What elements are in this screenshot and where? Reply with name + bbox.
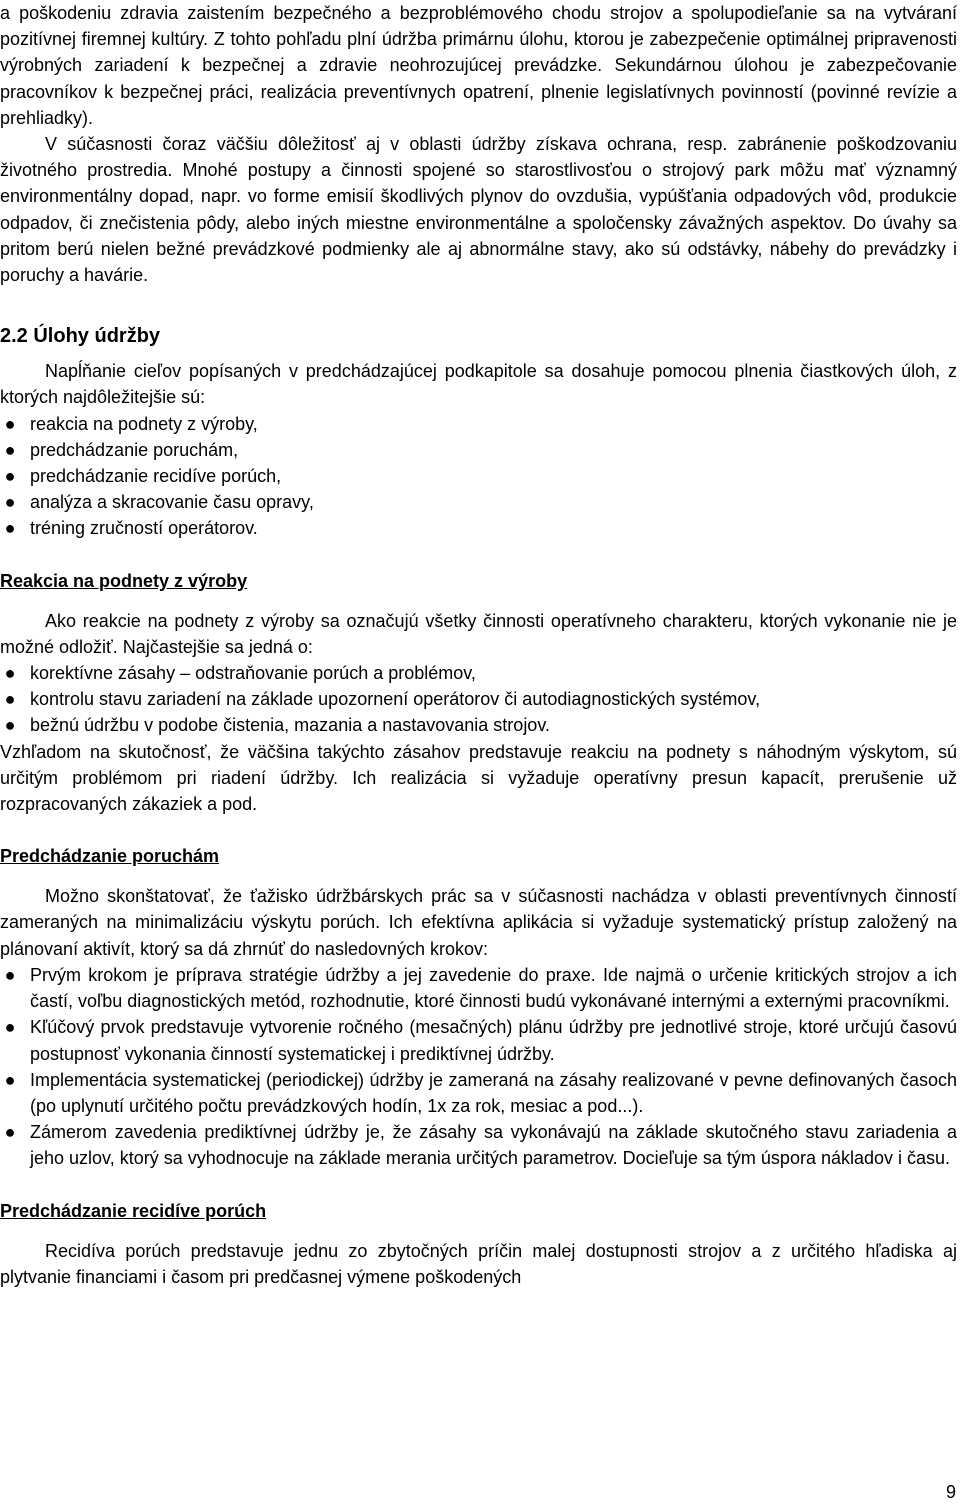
list-item: ● bežnú údržbu v podobe čistenia, mazania a nastavovania strojov.	[0, 712, 957, 738]
section-intro: Napĺňanie cieľov popísaných v predchádzajúcej podkapitole sa dosahuje pomocou plnenia čiastkových úloh, z ktorých najdôležitejšie sú:	[0, 361, 957, 408]
list-item: ● tréning zručností operátorov.	[0, 515, 957, 541]
reakcia-intro: Ako reakcie na podnety z výroby sa označujú všetky činnosti operatívneho charakteru, ktorých vykonanie nie je možné odložiť. Najčastejšie sa jedná o:	[0, 610, 957, 657]
page-number: 9	[945, 1481, 956, 1502]
spacer	[0, 817, 957, 843]
list-item: ● predchádzanie recidíve porúch,	[0, 463, 957, 489]
list-item: ● reakcia na podnety z výroby,	[0, 411, 957, 437]
intro-paragraph-1: a poškodeniu zdravia zaistením bezpečného a bezproblémového chodu strojov a spolupodieľanie sa na vytváraní pozitívnej firemnej kultúry. Z tohto pohľadu plní údržba primárnu úlohu, ktorou je zabezpečenie optimálnej pripravenosti výrobných zariadení k bezpečnej a zdravie neohrozujúcej prevádzke. Sekundárnou úlohou je zabezpečovanie pracovníkov k bezpečnej práci, realizácia preventívnych opatrení, plnenie legislatívnych povinností (povinné revízie a prehliadky).	[0, 3, 957, 128]
bullet-icon: ●	[4, 413, 16, 434]
bullet-icon: ●	[4, 1122, 16, 1143]
subsection-heading-reakcia: Reakcia na podnety z výroby	[0, 570, 248, 591]
subsection-heading-recidiva: Predchádzanie recidíve porúch	[0, 1200, 267, 1221]
bullet-icon: ●	[4, 663, 16, 684]
poruchy-list	[0, 962, 957, 1172]
spacer	[0, 869, 957, 883]
spacer	[0, 1172, 957, 1198]
bullet-icon: ●	[4, 439, 16, 460]
section-heading: 2.2 Úlohy údržby	[0, 325, 161, 348]
bullet-icon: ●	[4, 492, 16, 513]
bullet-icon: ●	[4, 964, 16, 985]
list-item: ● Implementácia systematickej (periodickej) údržby je zameraná na zásahy realizované v pevne definovaných časoch (po uplynutí určitého počtu prevádzkových hodín, 1x za rok, mesiac a pod...).	[0, 1067, 957, 1119]
tasks-list	[0, 411, 957, 542]
spacer	[0, 350, 957, 358]
subsection-heading-poruchy: Predchádzanie poruchám	[0, 846, 220, 867]
intro-paragraph-2: V súčasnosti čoraz väčšiu dôležitosť aj v oblasti údržby získava ochrana, resp. zabránenie poškodzovaniu životného prostredia. Mnohé postupy a činnosti spojené so starostlivosťou o strojový park môžu mať významný environmentálny dopad, napr. vo forme emisií škodlivých plynov do ovzdušia, vypúšťania odpadových vôd, produkcie odpadov, či znečistenia pôdy, alebo iných miestne environmentálne a spoločensky závažných aspektov. Do úvahy sa pritom berú nielen bežné prevádzkové podmienky ale aj abnormálne stavy, ako sú odstávky, nábehy do prevádzky i poruchy a havárie.	[0, 134, 957, 286]
reakcia-outro: Vzhľadom na skutočnosť, že väčšina takýchto zásahov predstavuje reakciu na podnety s náhodným výskytom, sú určitým problémom pri riadení údržby. Ich realizácia si vyžaduje operatívny presun kapacít, prerušenie už rozpracovaných zákaziek a pod.	[0, 741, 957, 815]
list-item: ● predchádzanie poruchám,	[0, 437, 957, 463]
bullet-icon: ●	[4, 1017, 16, 1038]
spacer	[0, 1224, 957, 1238]
spacer	[0, 594, 957, 608]
bullet-icon: ●	[4, 715, 16, 736]
bullet-icon: ●	[4, 518, 16, 539]
list-item: ● Prvým krokom je príprava stratégie údržby a jej zavedenie do praxe. Ide najmä o určenie kritických strojov a ich častí, voľbu diagnostických metód, rozhodnutie, ktoré činnosti budú vykonávané internými a externými pracovníkmi.	[0, 962, 957, 1014]
list-item: ● Kľúčový prvok predstavuje vytvorenie ročného (mesačných) plánu údržby pre jednotlivé stroje, ktoré určujú časovú postupnosť vykonania činností systematickej i prediktívnej údržby.	[0, 1014, 957, 1066]
bullet-icon: ●	[4, 1069, 16, 1090]
spacer	[0, 288, 957, 322]
list-item: ● kontrolu stavu zariadení na základe upozornení operátorov či autodiagnostických systémov,	[0, 686, 957, 712]
list-item: ● korektívne zásahy – odstraňovanie porúch a problémov,	[0, 660, 957, 686]
bullet-icon: ●	[4, 689, 16, 710]
reakcia-list	[0, 660, 957, 739]
bullet-icon: ●	[4, 466, 16, 487]
spacer	[0, 542, 957, 568]
recidiva-intro: Recidíva porúch predstavuje jednu zo zbytočných príčin malej dostupnosti strojov a z určitého hľadiska aj plytvanie financiami i časom pri predčasnej výmene poškodených	[0, 1240, 957, 1287]
list-item: ● Zámerom zavedenia prediktívnej údržby je, že zásahy sa vykonávajú na základe skutočného stavu zariadenia a jeho uzlov, ktorý sa vyhodnocuje na základe merania určitých parametrov. Docieľuje sa tým úspora nákladov i času.	[0, 1119, 957, 1171]
poruchy-intro: Možno skonštatovať, že ťažisko údržbárskych prác sa v súčasnosti nachádza v oblasti preventívnych činností zameraných na minimalizáciu výskytu porúch. Ich efektívna aplikácia si vyžaduje systematický prístup založený na plánovaní aktivít, ktorý sa dá zhrnúť do nasledovných krokov:	[0, 886, 957, 959]
list-item: ● analýza a skracovanie času opravy,	[0, 489, 957, 515]
